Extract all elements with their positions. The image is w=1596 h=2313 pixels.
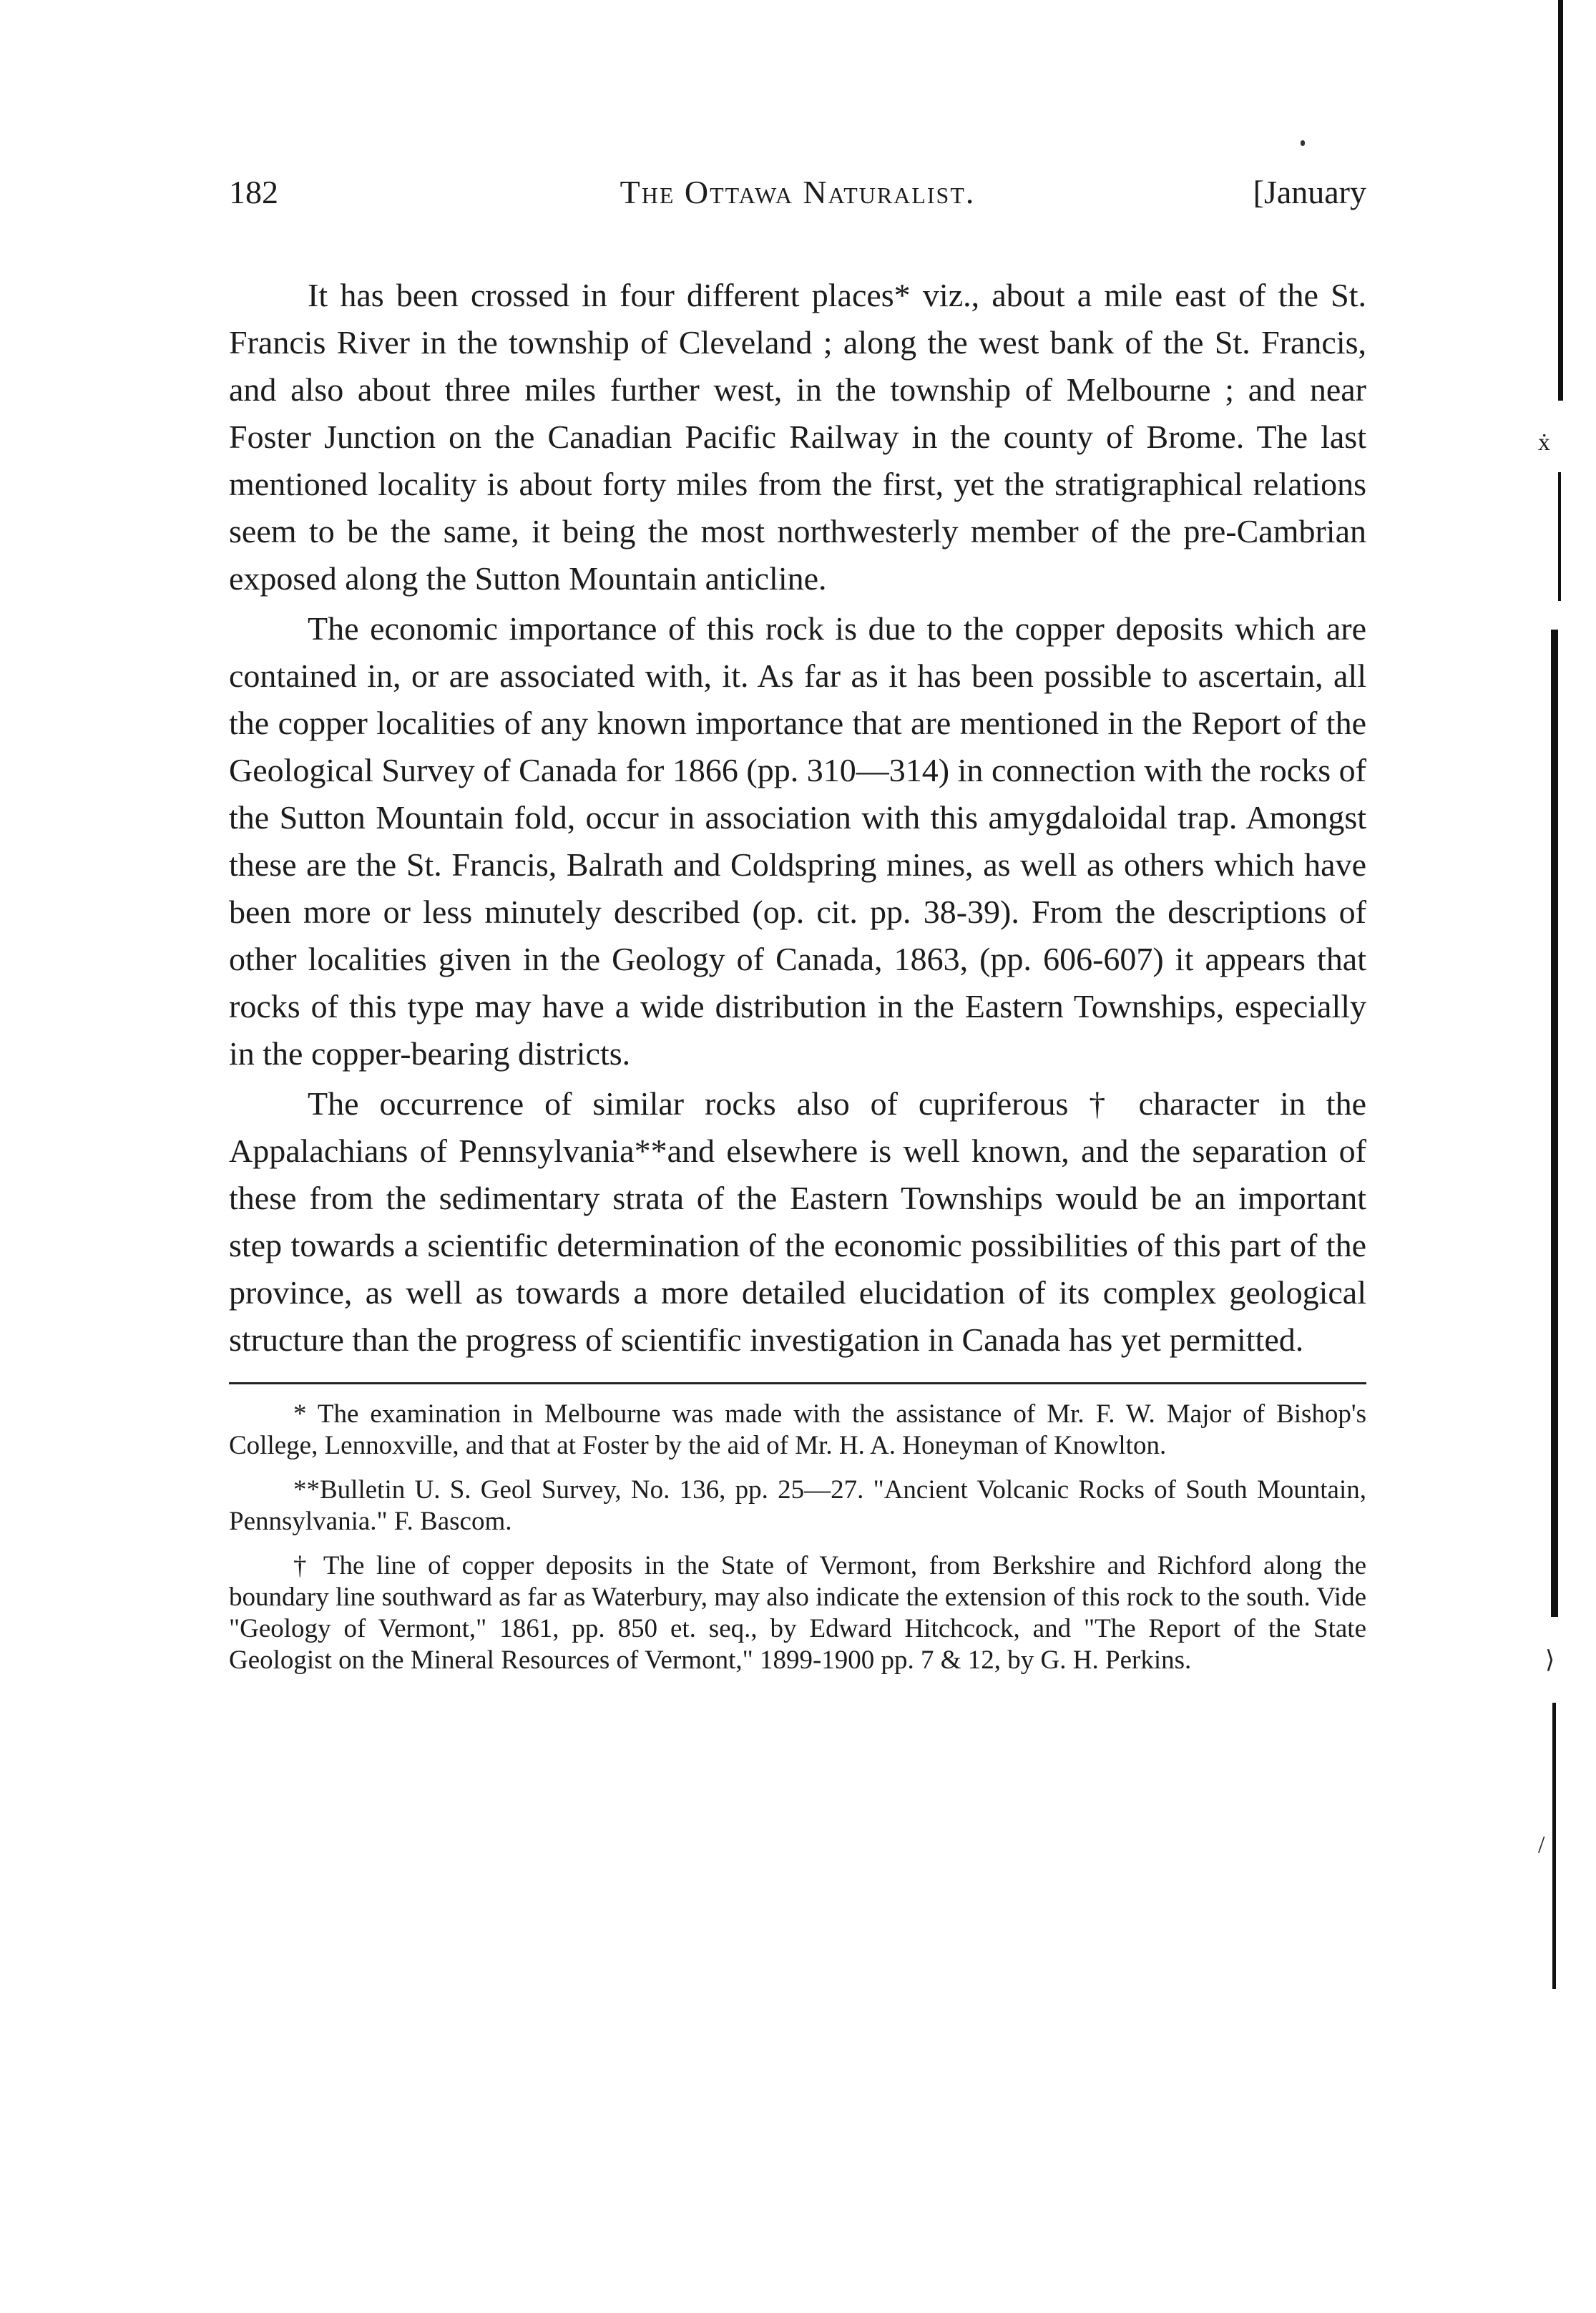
paragraph: The economic importance of this rock is due to the copper deposits which are contained in, or are associated with, it. As far as it has been possible to ascertain, all the copper localities of any known importance that are mentioned in the Report of the Geological Survey of Canada for 1866 (pp. 310—314) in connection with the rocks of the Sutton Mountain fold, occur in association with this amygdaloidal trap. Amongst these are the St. Francis, Balrath and Coldspring mines, as well as others which have been more or less minutely described (op. cit. pp. 38-39). From the descriptions of other localities given in the Geology of Canada, 1863, (pp. 606-607) it appears that rocks of this type may have a wide distribution in the Eastern Townships, especially in the copper-bearing districts.: [229, 610, 1366, 1072]
scan-speck: [1301, 140, 1305, 146]
running-title: The Ottawa Naturalist.: [620, 174, 976, 210]
footnote: † The line of copper deposits in the State of Vermont, from Berkshire and Richford along the boundary line southward as far as Waterbury, may also indicate the extension of this rock to the south. Vide "Geology of Vermont," 1861, pp. 850 et. seq., by Edward Hitchcock, and "The Report of the State Geologist on the Mineral Resources of Vermont," 1899-1900 pp. 7 & 12, by G. H. Perkins.: [229, 1551, 1366, 1675]
binding-edge-bar: [1558, 472, 1561, 601]
binding-edge-bar: [1551, 630, 1558, 1617]
paragraph: It has been crossed in four different places* viz., about a mile east of the St. Francis River in the township of Cleveland ; along the west bank of the St. Francis, and also about three miles further west, in the township of Melbourne ; and near Foster Junction on the Canadian Pacific Railway in the county of Brome. The last mentioned locality is about forty miles from the first, yet the stratigraphical relations seem to be the same, it being the most northwesterly member of the pre-Cambrian exposed along the Sutton Mountain anticline.: [229, 277, 1366, 597]
paragraph: The occurrence of similar rocks also of cupriferous † character in the Appalachians of Pennsylvania**and elsewhere is well known, and the separation of these from the sedimentary strata of the Eastern Townships would be an important step towards a scientific determination of the economic possibilities of this part of the province, as well as towards a more detailed elucidation of its complex geological structure than the progress of scientific investigation in Canada has yet permitted.: [229, 1085, 1366, 1358]
footnote-rule: [229, 1382, 1366, 1384]
binding-edge-bar: [1558, 0, 1563, 401]
page-number: 182: [229, 174, 278, 210]
footnote: * The examination in Melbourne was made with the assistance of Mr. F. W. Major of Bishop's College, Lennoxville, and that at Foster by the aid of Mr. H. A. Honeyman of Knowlton.: [229, 1399, 1366, 1460]
edge-mark: ẋ: [1538, 429, 1550, 456]
header-date: [January: [1253, 174, 1366, 210]
footnote: **Bulletin U. S. Geol Survey, No. 136, pp. 25—27. "Ancient Volcanic Rocks of South Mountain, Pennsylvania." F. Bascom.: [229, 1475, 1366, 1536]
edge-mark: /: [1538, 1832, 1545, 1858]
edge-mark: ⟩: [1545, 1647, 1555, 1673]
footnotes: [229, 1399, 1366, 1676]
page: [229, 165, 1366, 1689]
body-text: [229, 272, 1366, 1364]
binding-edge-bar: [1552, 1703, 1556, 1989]
running-header: [229, 165, 1366, 229]
